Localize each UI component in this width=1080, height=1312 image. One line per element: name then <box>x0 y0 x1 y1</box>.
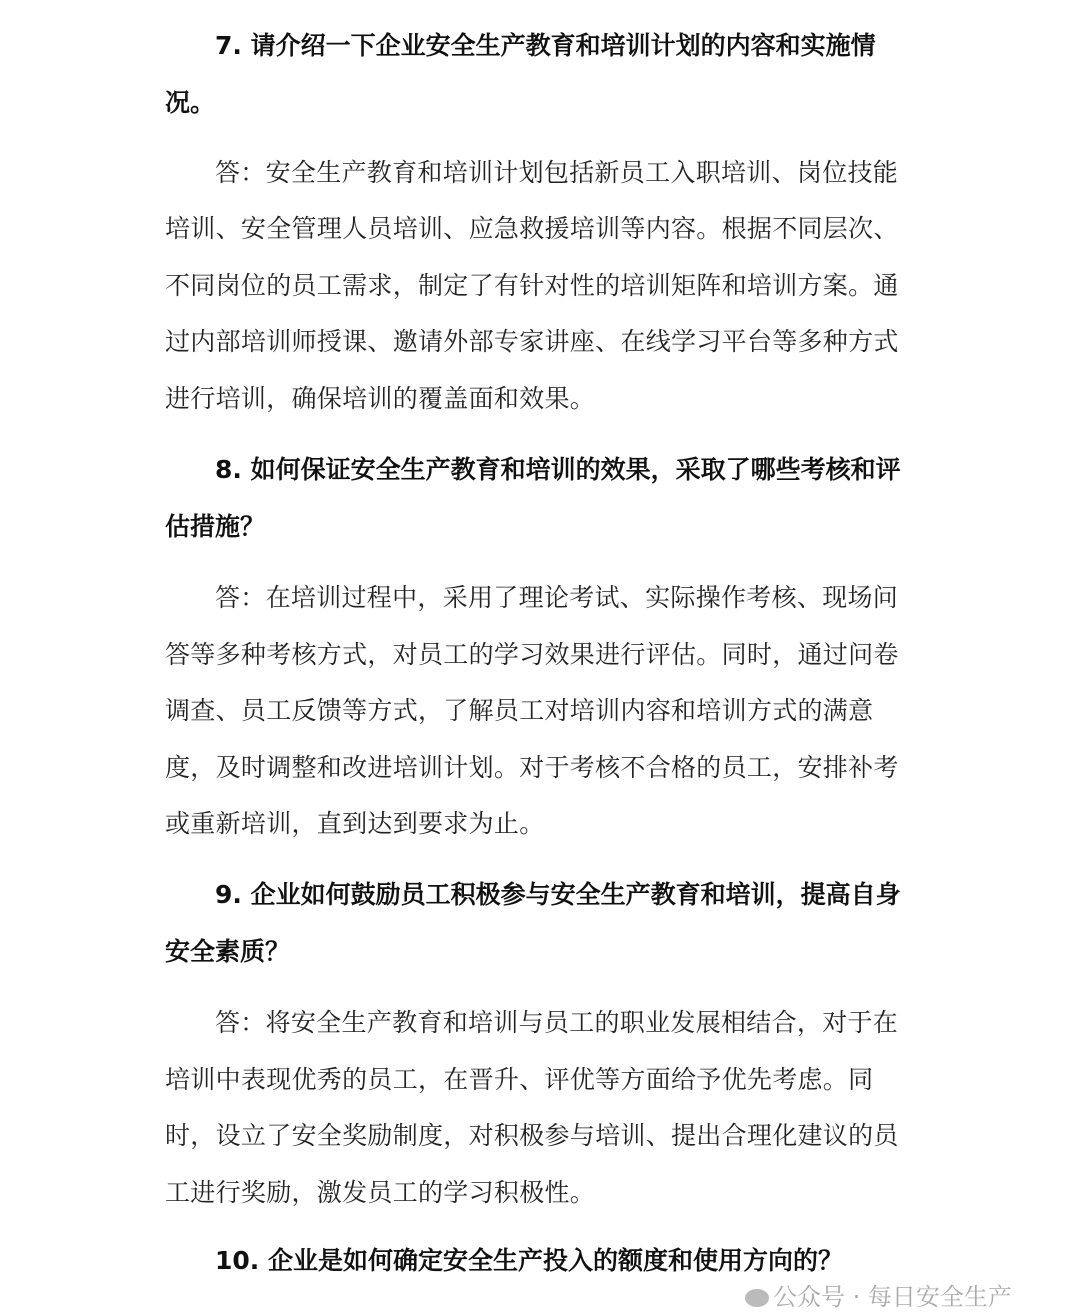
answer-8-line: 调查、员工反馈等方式，了解员工对培训内容和培训方式的满意 <box>165 696 874 725</box>
question-8-title-cont: 估措施？ <box>165 512 266 541</box>
answer-7-line: 答：安全生产教育和培训计划包括新员工入职培训、岗位技能 <box>215 158 899 187</box>
answer-9-line: 答：将安全生产教育和培训与员工的职业发展相结合，对于在 <box>215 1008 899 1037</box>
answer-7-line: 进行培训，确保培训的覆盖面和效果。 <box>165 384 596 413</box>
question-9-title: 9. 企业如何鼓励员工积极参与安全生产教育和培训，提高自身 <box>215 880 901 909</box>
answer-8-line: 或重新培训，直到达到要求为止。 <box>165 809 545 838</box>
answer-8-line: 答：在培训过程中，采用了理论考试、实际操作考核、现场问 <box>215 583 899 612</box>
question-7-title: 7. 请介绍一下企业安全生产教育和培训计划的内容和实施情 <box>215 31 876 60</box>
watermark <box>745 1283 1012 1311</box>
answer-8-line: 度，及时调整和改进培训计划。对于考核不合格的员工，安排补考 <box>165 753 899 782</box>
question-10-title: 10. 企业是如何确定安全生产投入的额度和使用方向的？ <box>215 1246 843 1275</box>
watermark-text: 公众号 · 每日安全生产 <box>773 1283 1012 1311</box>
question-9-title-cont: 安全素质？ <box>165 937 291 966</box>
answer-7-line: 培训、安全管理人员培训、应急救援培训等内容。根据不同层次、 <box>165 214 899 243</box>
answer-7-line: 不同岗位的员工需求，制定了有针对性的培训矩阵和培训方案。通 <box>165 271 899 300</box>
answer-9-line: 工进行奖励，激发员工的学习积极性。 <box>165 1178 596 1207</box>
question-8-title: 8. 如何保证安全生产教育和培训的效果，采取了哪些考核和评 <box>215 455 901 484</box>
question-7-title-cont: 况。 <box>165 88 216 117</box>
answer-7-line: 过内部培训师授课、邀请外部专家讲座、在线学习平台等多种方式 <box>165 327 899 356</box>
wechat-icon <box>745 1289 769 1307</box>
answer-9-line: 时，设立了安全奖励制度，对积极参与培训、提出合理化建议的员 <box>165 1121 899 1150</box>
answer-8-line: 答等多种考核方式，对员工的学习效果进行评估。同时，通过问卷 <box>165 640 899 669</box>
answer-9-line: 培训中表现优秀的员工，在晋升、评优等方面给予优先考虑。同 <box>165 1065 874 1094</box>
